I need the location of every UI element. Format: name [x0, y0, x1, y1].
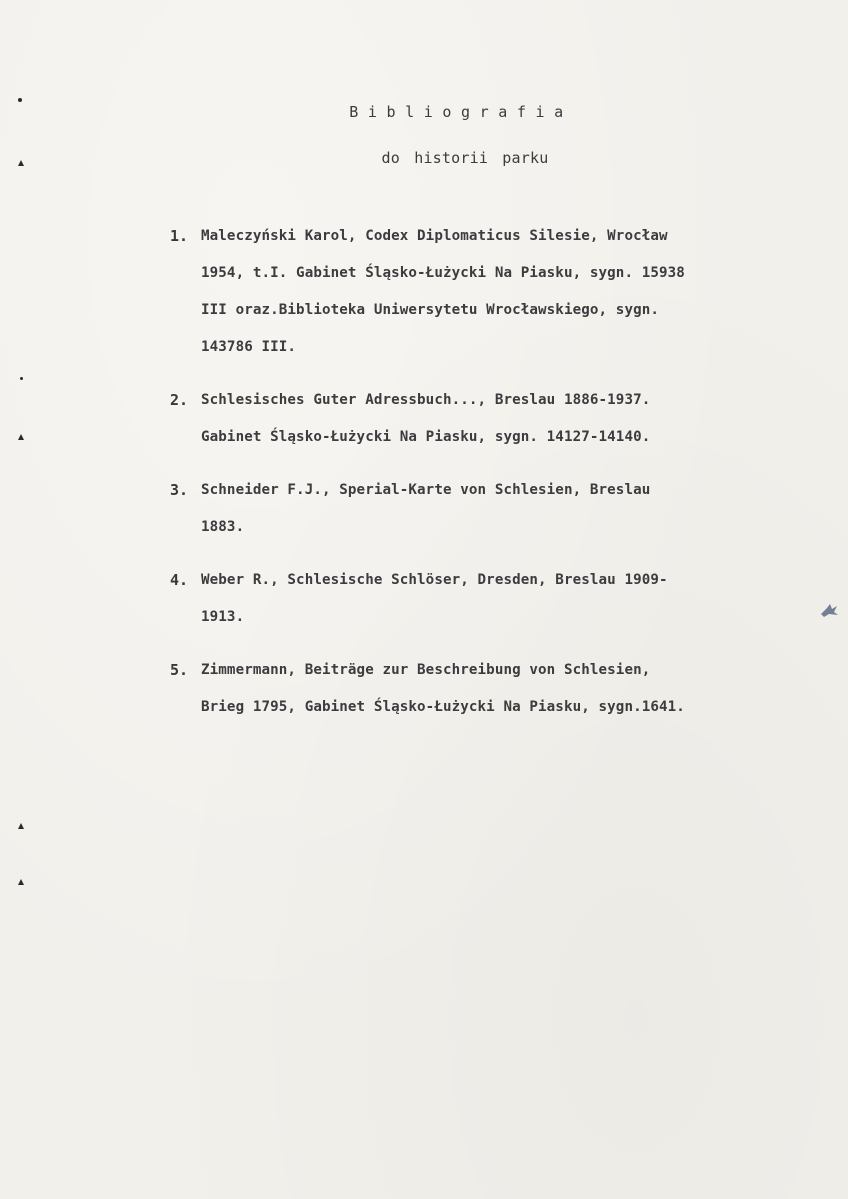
entry-number: 3. — [170, 481, 189, 499]
bibliography-entry — [170, 382, 820, 456]
page-title: Bibliografia — [349, 103, 573, 121]
entry-line: Gabinet Śląsko-Łużycki Na Piasku, sygn. 14127-14140. — [201, 429, 651, 445]
bibliography-entry — [170, 218, 820, 366]
entry-line: Schlesisches Guter Adressbuch..., Breslau 1886-1937. — [201, 392, 651, 408]
entry-text — [201, 472, 820, 546]
bibliography-entry — [170, 652, 820, 726]
entry-text — [201, 652, 820, 726]
margin-mark — [18, 434, 24, 440]
ink-blot — [818, 600, 840, 620]
entry-text — [201, 218, 820, 366]
entry-number: 4. — [170, 571, 189, 589]
entry-line: 1954, t.I. Gabinet Śląsko-Łużycki Na Piasku, sygn. 15938 — [201, 265, 685, 281]
entry-number: 5. — [170, 661, 189, 679]
bibliography-entry — [170, 472, 820, 546]
entry-line: Maleczyński Karol, Codex Diplomaticus Silesie, Wrocław — [201, 228, 668, 244]
margin-dot — [18, 98, 22, 102]
entry-line: 1883. — [201, 519, 245, 535]
page-subtitle: do historii parku — [381, 149, 549, 167]
entry-number: 2. — [170, 391, 189, 409]
bibliography-list — [170, 218, 820, 742]
entry-line: III oraz.Biblioteka Uniwersytetu Wrocławskiego, sygn. — [201, 302, 660, 318]
entry-line: Zimmermann, Beiträge zur Beschreibung von Schlesien, — [201, 662, 651, 678]
margin-mark — [18, 823, 24, 829]
entry-line: 1913. — [201, 609, 245, 625]
margin-dot — [20, 377, 23, 380]
margin-mark — [18, 879, 24, 885]
entry-line: Schneider F.J., Sperial-Karte von Schlesien, Breslau — [201, 482, 651, 498]
entry-line: 143786 III. — [201, 339, 297, 355]
entry-line: Weber R., Schlesische Schlöser, Dresden, Breslau 1909- — [201, 572, 668, 588]
entry-text — [201, 562, 820, 636]
bibliography-entry — [170, 562, 820, 636]
entry-line: Brieg 1795, Gabinet Śląsko-Łużycki Na Piasku, sygn.1641. — [201, 699, 685, 715]
entry-text — [201, 382, 820, 456]
entry-number: 1. — [170, 227, 189, 245]
